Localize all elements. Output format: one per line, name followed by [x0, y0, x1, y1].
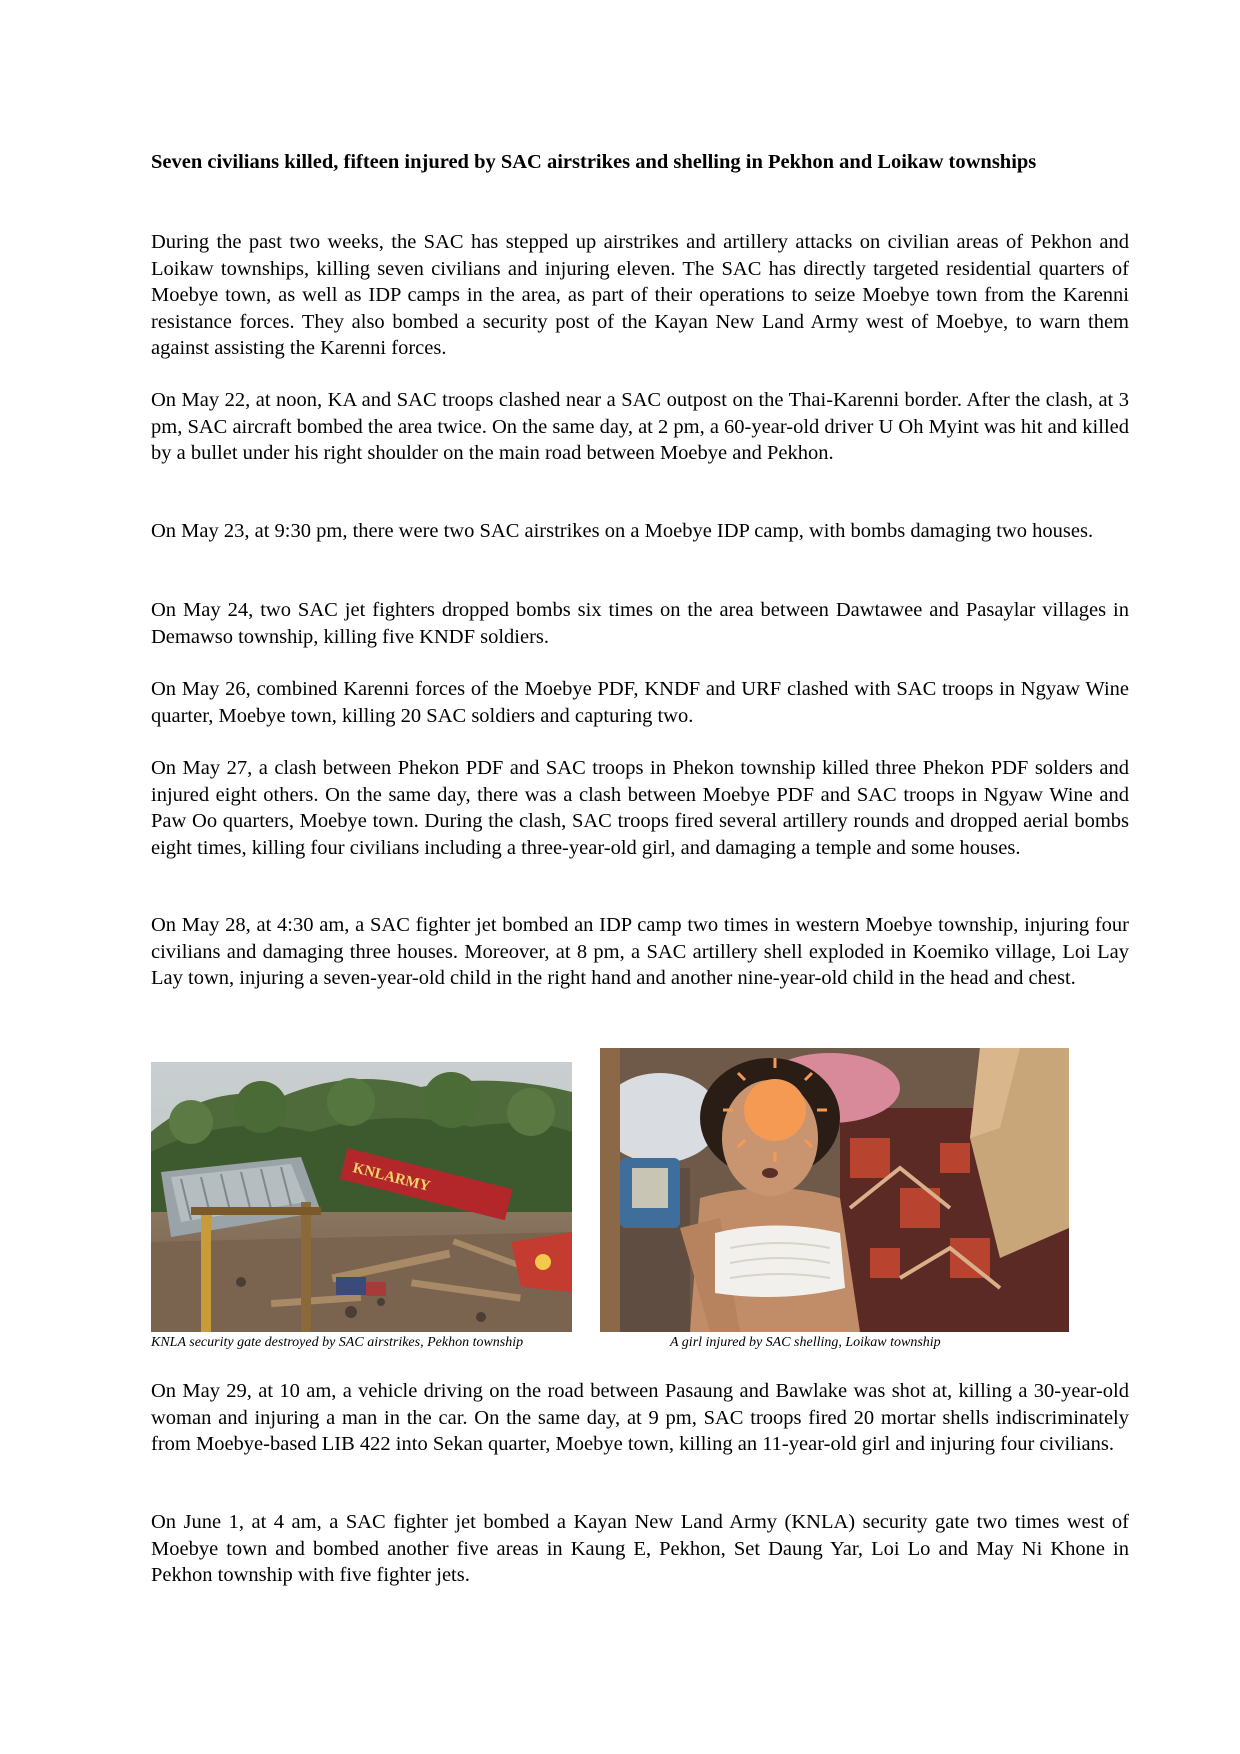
- paragraph-may-22: On May 22, at noon, KA and SAC troops clashed near a SAC outpost on the Thai-Karenni border. After the clash, at 3 pm, SAC aircraft bombed the area twice. On the same day, at 2 pm, a 60-year-old driver U Oh Myint was hit and killed by a bullet under his right shoulder on the main road between Moebye and Pekhon.: [151, 389, 1129, 464]
- photo-injured-girl: [600, 1048, 1069, 1332]
- paragraph-may-28: On May 28, at 4:30 am, a SAC fighter jet bombed an IDP camp two times in western Moebye township, injuring four civilians and damaging three houses. Moreover, at 8 pm, a SAC artillery shell exploded in Koemiko village, Loi Lay Lay town, injuring a seven-year-old child in the right hand and another nine-year-old child in the head and chest.: [151, 914, 1129, 989]
- figure-caption-injured-girl: A girl injured by SAC shelling, Loikaw township: [670, 1335, 941, 1350]
- article-title: Seven civilians killed, fifteen injured by SAC airstrikes and shelling in Pekhon and Loikaw townships: [151, 151, 1037, 173]
- paragraph-may-24: On May 24, two SAC jet fighters dropped bombs six times on the area between Dawtawee and Pasaylar villages in Demawso township, killing five KNDF soldiers.: [151, 599, 1129, 648]
- paragraph-may-23: On May 23, at 9:30 pm, there were two SAC airstrikes on a Moebye IDP camp, with bombs damaging two houses.: [151, 520, 1094, 542]
- gate-sign-text: KNLARMY: [351, 1160, 432, 1195]
- paragraph-june-1: On June 1, at 4 am, a SAC fighter jet bombed a Kayan New Land Army (KNLA) security gate two times west of Moebye town and bombed another five areas in Kaung E, Pekhon, Set Daung Yar, Loi Lo and May Ni Khone in Pekhon township with five fighter jets.: [151, 1511, 1129, 1586]
- paragraph-may-26: On May 26, combined Karenni forces of the Moebye PDF, KNDF and URF clashed with SAC troops in Ngyaw Wine quarter, Moebye town, killing 20 SAC soldiers and capturing two.: [151, 678, 1129, 727]
- photo-destroyed-security-gate: [151, 1062, 572, 1332]
- figure-caption-security-gate: KNLA security gate destroyed by SAC airstrikes, Pekhon township: [151, 1335, 524, 1350]
- paragraph-may-29: On May 29, at 10 am, a vehicle driving on the road between Pasaung and Bawlake was shot at, killing a 30-year-old woman and injuring a man in the car. On the same day, at 9 pm, SAC troops fired 20 mortar shells indiscriminately from Moebye-based LIB 422 into Sekan quarter, Moebye town, killing an 11-year-old girl and injuring four civilians.: [151, 1380, 1129, 1455]
- paragraph-may-27: On May 27, a clash between Phekon PDF and SAC troops in Phekon township killed three Phekon PDF solders and injured eight others. On the same day, there was a clash between Moebye PDF and SAC troops in Ngyaw Wine and Paw Oo quarters, Moebye town. During the clash, SAC troops fired several artillery rounds and dropped aerial bombs eight times, killing four civilians including a three-year-old girl, and damaging a temple and some houses.: [151, 757, 1129, 859]
- paragraph-intro: During the past two weeks, the SAC has stepped up airstrikes and artillery attacks on civilian areas of Pekhon and Loikaw townships, killing seven civilians and injuring eleven. The SAC has directly targeted residential quarters of Moebye town, as well as IDP camps in the area, as part of their operations to seize Moebye town from the Karenni resistance forces. They also bombed a security post of the Kayan New Land Army west of Moebye, to warn them against assisting the Karenni forces.: [151, 231, 1129, 359]
